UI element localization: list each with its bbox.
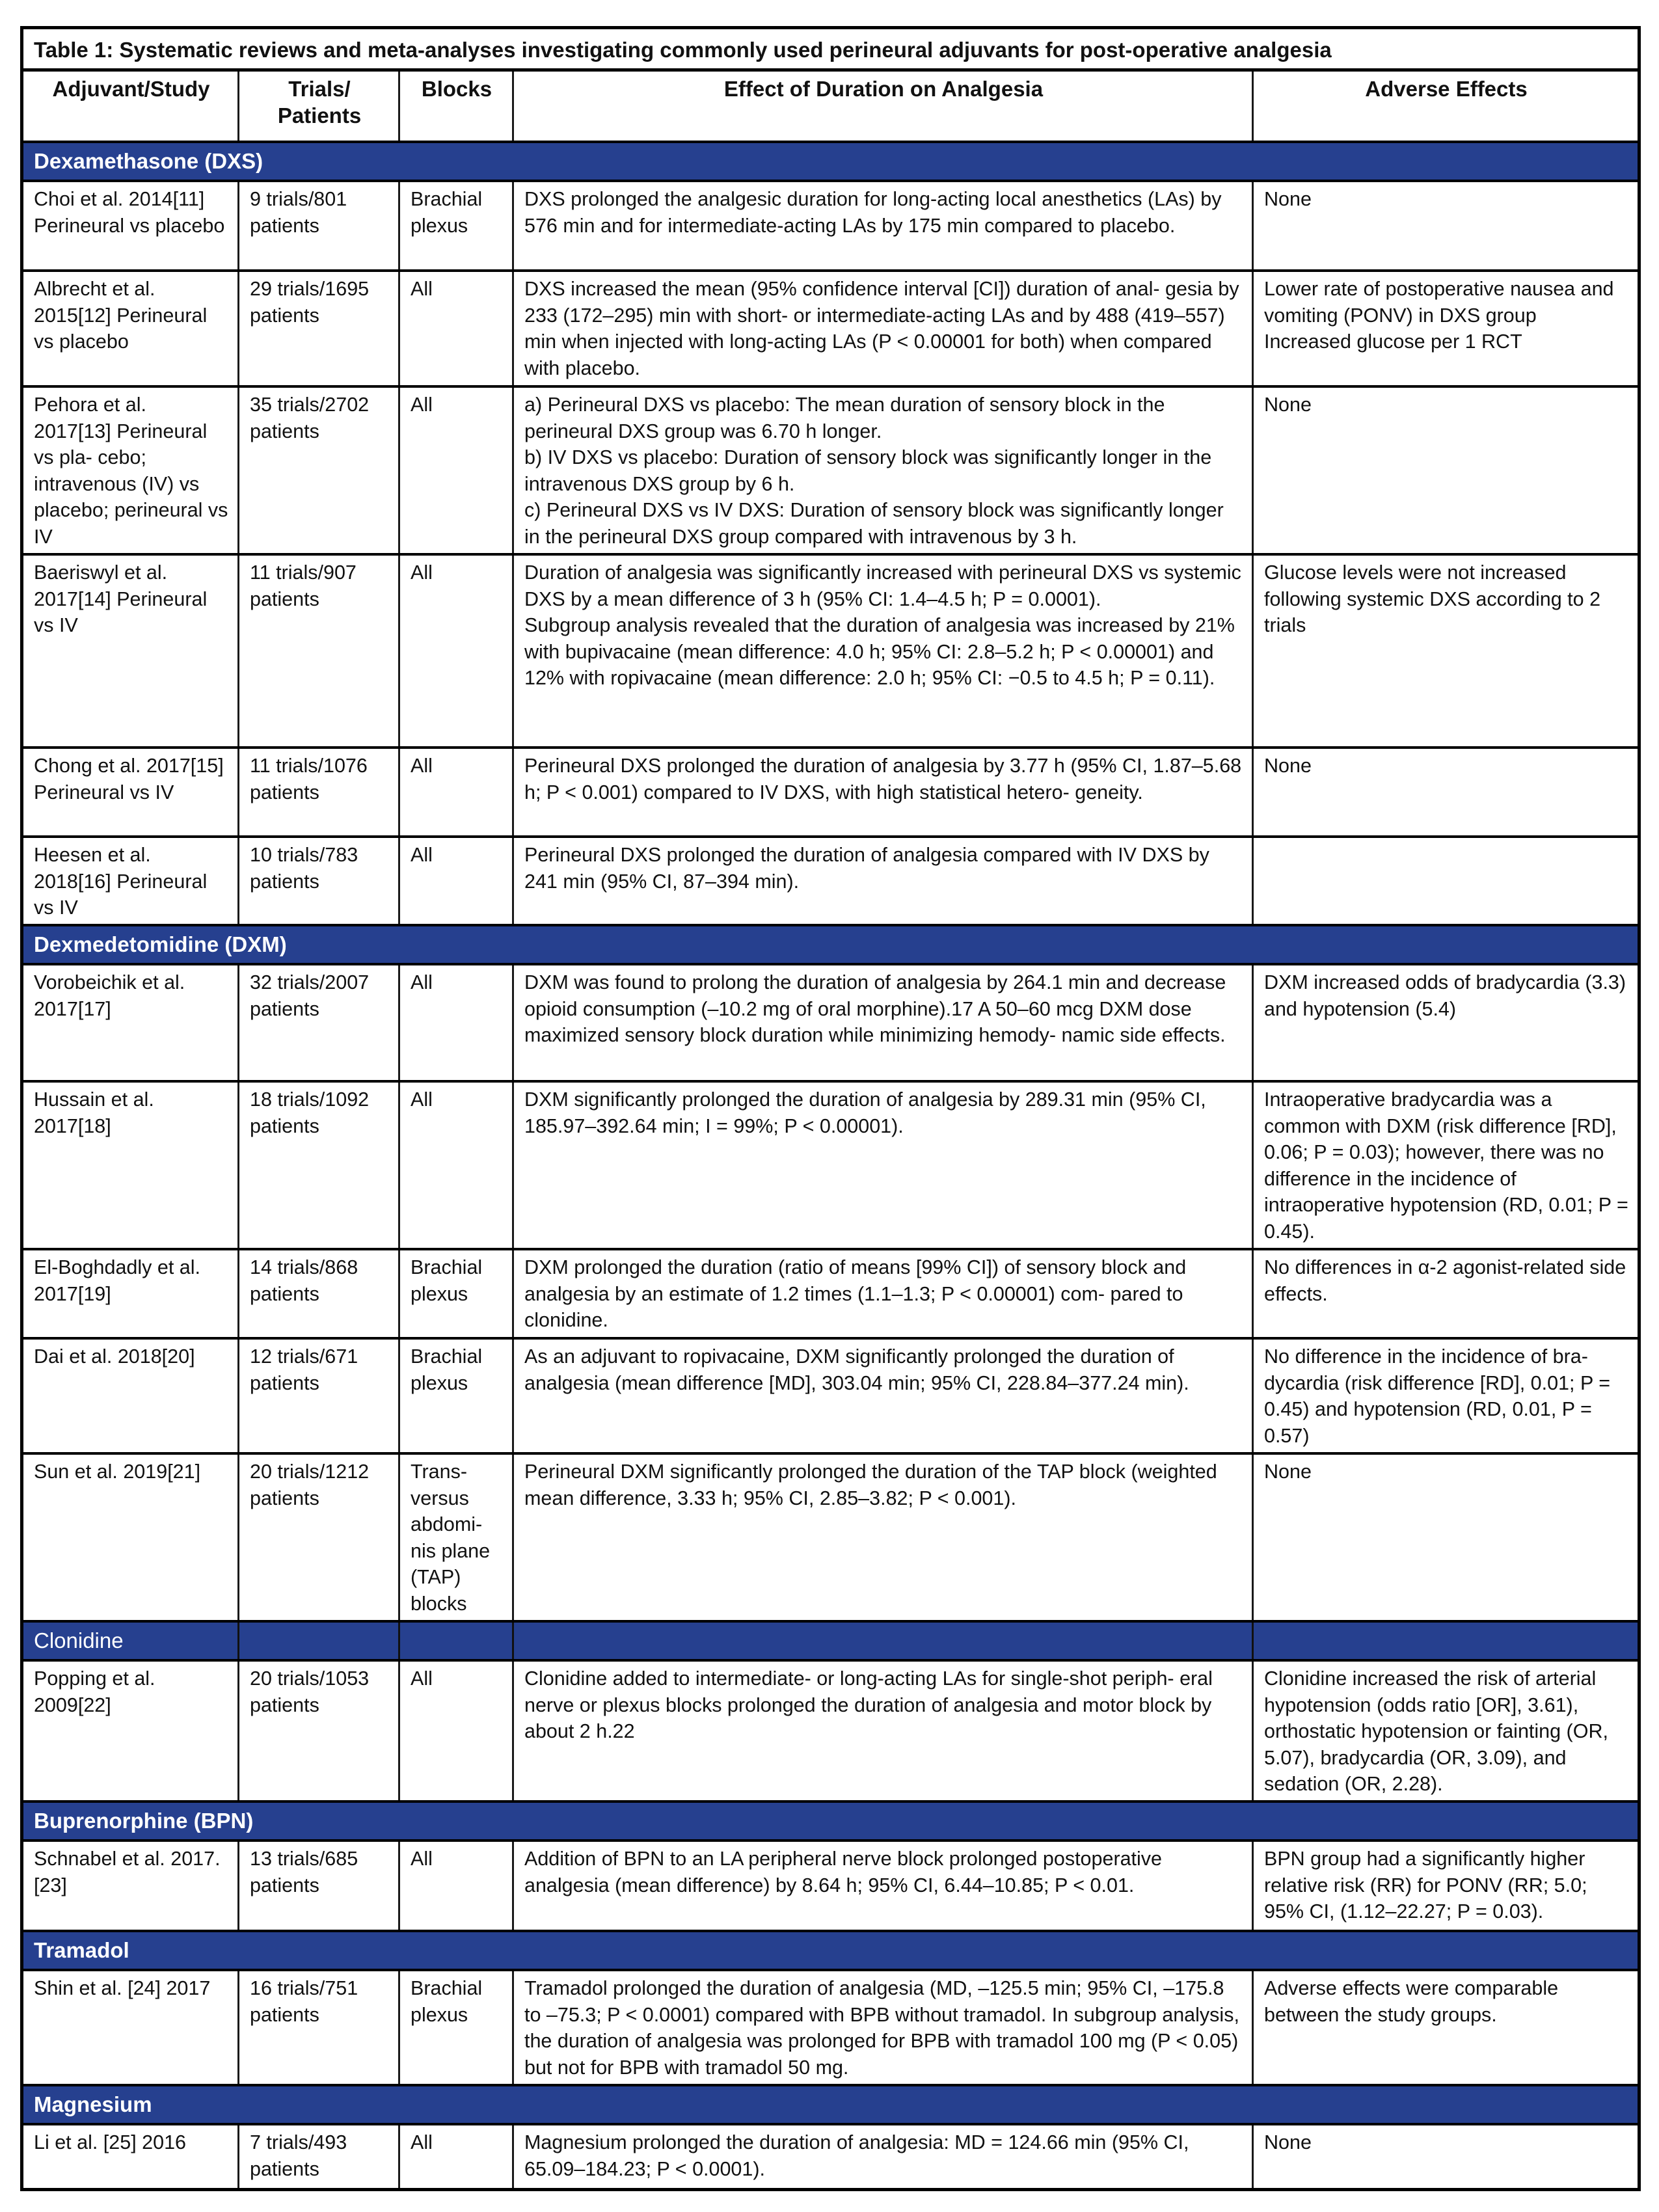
cell-trials-patients: 35 trials/2702 patients xyxy=(239,386,399,554)
table-row xyxy=(22,748,1639,837)
cell-study: Pehora et al. 2017[13] Perineural vs pla- cebo; intravenous (IV) vs placebo; perineural vs IV xyxy=(22,386,239,554)
section-header-row xyxy=(22,2085,1639,2124)
cell-blocks: All xyxy=(399,1841,513,1931)
cell-adverse-effects xyxy=(1253,748,1639,837)
cell-trials-patients: 11 trials/907 patients xyxy=(239,554,399,748)
cell-blocks: All xyxy=(399,2124,513,2190)
cell-adverse-effects xyxy=(1253,181,1639,271)
section-empty-cell xyxy=(399,1621,513,1660)
cell-adverse-effects xyxy=(1253,1660,1639,1801)
cell-blocks: Brachial plexus xyxy=(399,1338,513,1453)
cell-paragraph: None xyxy=(1264,755,1312,777)
table-row xyxy=(22,271,1639,386)
cell-paragraph: Perineural DXS prolonged the duration of analgesia compared with IV DXS by 241 min (95% CI, 87–394 min). xyxy=(524,844,1209,893)
cell-blocks: Trans- versus abdomi- nis plane (TAP) blocks xyxy=(399,1453,513,1621)
cell-study: Vorobeichik et al. 2017[17] xyxy=(22,964,239,1081)
cell-study: Popping et al. 2009[22] xyxy=(22,1660,239,1801)
cell-blocks: Brachial plexus xyxy=(399,1970,513,2085)
cell-effect-duration xyxy=(513,1338,1253,1453)
cell-trials-patients: 13 trials/685 patients xyxy=(239,1841,399,1931)
cell-paragraph: No difference in the incidence of bra- dycardia (risk difference [RD], 0.01; P = 0.45) and hypotension (RD, 0.01, P = 0.57) xyxy=(1264,1345,1611,1447)
cell-paragraph: None xyxy=(1264,394,1312,416)
cell-blocks: All xyxy=(399,748,513,837)
cell-study: Dai et al. 2018[20] xyxy=(22,1338,239,1453)
section-header-row xyxy=(22,1801,1639,1841)
header-adjuvant-study: Adjuvant/Study xyxy=(22,70,239,142)
cell-trials-patients: 12 trials/671 patients xyxy=(239,1338,399,1453)
cell-blocks: All xyxy=(399,271,513,386)
adjuvants-table xyxy=(20,26,1641,2191)
cell-paragraph: Duration of analgesia was significantly increased with perineural DXS vs systemic DXS by a mean difference of 3 h (95% CI: 1.4–4.5 h; P = 0.0001). xyxy=(524,561,1241,610)
cell-effect-duration xyxy=(513,2124,1253,2190)
section-header-row xyxy=(22,1621,1639,1660)
section-title: Dexmedetomidine (DXM) xyxy=(22,925,1639,964)
cell-study: Hussain et al. 2017[18] xyxy=(22,1081,239,1249)
table-row xyxy=(22,964,1639,1081)
table-row xyxy=(22,1841,1639,1931)
cell-paragraph: Tramadol prolonged the duration of analgesia (MD, –125.5 min; 95% CI, –175.8 to –75.3; P < 0.0001) compared with BPB without tramadol. In subgroup analysis, the duration of analgesia was prolonged for BPB with tramadol 100 mg (P < 0.05) but not for BPB with tramadol 50 mg. xyxy=(524,1977,1239,2079)
cell-paragraph: DXS prolonged the analgesic duration for long-acting local anesthetics (LAs) by 576 min and for intermediate-acting LAs by 175 min compared to placebo. xyxy=(524,188,1222,237)
section-header-row xyxy=(22,1931,1639,1970)
table-row xyxy=(22,1249,1639,1338)
cell-paragraph: Increased glucose per 1 RCT xyxy=(1264,330,1522,353)
section-empty-cell xyxy=(239,1621,399,1660)
cell-adverse-effects xyxy=(1253,1453,1639,1621)
cell-adverse-effects xyxy=(1253,837,1639,925)
section-empty-cell xyxy=(513,1621,1253,1660)
cell-trials-patients: 20 trials/1053 patients xyxy=(239,1660,399,1801)
header-effect-duration: Effect of Duration on Analgesia xyxy=(513,70,1253,142)
table-header-row xyxy=(22,70,1639,142)
cell-paragraph: Perineural DXM significantly prolonged the duration of the TAP block (weighted mean difference, 3.33 h; 95% CI, 2.85–3.82; P < 0.001). xyxy=(524,1461,1217,1509)
cell-blocks: Brachial plexus xyxy=(399,1249,513,1338)
section-empty-cell xyxy=(1253,1621,1639,1660)
cell-blocks: All xyxy=(399,1660,513,1801)
cell-effect-duration xyxy=(513,1660,1253,1801)
cell-study: Heesen et al. 2018[16] Perineural vs IV xyxy=(22,837,239,925)
cell-paragraph: Subgroup analysis revealed that the duration of analgesia was increased by 21% with bupivacaine (mean difference: 4.0 h; 95% CI: 2.8–5.2 h; P < 0.00001) and 12% with ropivacaine (mean difference: 2.0 h; 95% CI: −0.5 to 4.5 h; P = 0.11). xyxy=(524,614,1235,689)
cell-blocks: All xyxy=(399,554,513,748)
cell-trials-patients: 10 trials/783 patients xyxy=(239,837,399,925)
table-row xyxy=(22,1970,1639,2085)
cell-effect-duration xyxy=(513,1249,1253,1338)
table-row xyxy=(22,554,1639,748)
cell-effect-duration xyxy=(513,554,1253,748)
cell-paragraph: No differences in α-2 agonist-related side effects. xyxy=(1264,1256,1626,1305)
cell-effect-duration xyxy=(513,1081,1253,1249)
cell-trials-patients: 7 trials/493 patients xyxy=(239,2124,399,2190)
table-title-row xyxy=(22,28,1639,70)
cell-study: Li et al. [25] 2016 xyxy=(22,2124,239,2190)
cell-study: El-Boghdadly et al. 2017[19] xyxy=(22,1249,239,1338)
cell-study: Albrecht et al. 2015[12] Perineural vs placebo xyxy=(22,271,239,386)
cell-paragraph: Addition of BPN to an LA peripheral nerve block prolonged postoperative analgesia (mean difference) by 8.64 h; 95% CI, 6.44–10.85; P < 0.01. xyxy=(524,1848,1163,1896)
cell-paragraph: Adverse effects were comparable between the study groups. xyxy=(1264,1977,1559,2026)
cell-trials-patients: 32 trials/2007 patients xyxy=(239,964,399,1081)
cell-adverse-effects xyxy=(1253,1338,1639,1453)
cell-trials-patients: 16 trials/751 patients xyxy=(239,1970,399,2085)
cell-paragraph: None xyxy=(1264,2131,1312,2153)
cell-adverse-effects xyxy=(1253,1249,1639,1338)
cell-paragraph: DXM increased odds of bradycardia (3.3) and hypotension (5.4) xyxy=(1264,971,1626,1020)
cell-trials-patients: 14 trials/868 patients xyxy=(239,1249,399,1338)
cell-paragraph: c) Perineural DXS vs IV DXS: Duration of sensory block was significantly longer in the perineural DXS group compared with intravenous by 3 h. xyxy=(524,499,1224,548)
cell-effect-duration xyxy=(513,837,1253,925)
cell-paragraph: Glucose levels were not increased following systemic DXS according to 2 trials xyxy=(1264,561,1601,636)
cell-effect-duration xyxy=(513,181,1253,271)
cell-trials-patients: 20 trials/1212 patients xyxy=(239,1453,399,1621)
cell-effect-duration xyxy=(513,1970,1253,2085)
section-header-row xyxy=(22,925,1639,964)
cell-effect-duration xyxy=(513,1841,1253,1931)
cell-paragraph: DXS increased the mean (95% confidence interval [CI]) duration of anal- gesia by 233 (172–295) min with short- or intermediate-acting LAs and by 488 (419–557) min when injected with long-acting LAs (P < 0.00001 for both) when compared with placebo. xyxy=(524,278,1239,379)
cell-paragraph: b) IV DXS vs placebo: Duration of sensory block was significantly longer in the intravenous DXS group by 6 h. xyxy=(524,446,1212,495)
cell-blocks: All xyxy=(399,1081,513,1249)
cell-adverse-effects xyxy=(1253,386,1639,554)
cell-adverse-effects xyxy=(1253,964,1639,1081)
cell-study: Chong et al. 2017[15] Perineural vs IV xyxy=(22,748,239,837)
cell-paragraph: BPN group had a significantly higher relative risk (RR) for PONV (RR; 5.0; 95% CI, (1.12–22.27; P = 0.03). xyxy=(1264,1848,1587,1922)
cell-paragraph: Perineural DXS prolonged the duration of analgesia by 3.77 h (95% CI, 1.87–5.68 h; P < 0.001) compared to IV DXS, with high statistical hetero- geneity. xyxy=(524,755,1242,803)
cell-effect-duration xyxy=(513,964,1253,1081)
cell-adverse-effects xyxy=(1253,1081,1639,1249)
section-title: Dexamethasone (DXS) xyxy=(22,142,1639,181)
cell-adverse-effects xyxy=(1253,1841,1639,1931)
cell-study: Schnabel et al. 2017. [23] xyxy=(22,1841,239,1931)
cell-blocks: Brachial plexus xyxy=(399,181,513,271)
cell-trials-patients: 11 trials/1076 patients xyxy=(239,748,399,837)
cell-paragraph: As an adjuvant to ropivacaine, DXM significantly prolonged the duration of analgesia (mean difference [MD], 303.04 min; 95% CI, 228.84–377.24 min). xyxy=(524,1345,1189,1394)
cell-study: Baeriswyl et al. 2017[14] Perineural vs IV xyxy=(22,554,239,748)
cell-study: Choi et al. 2014[11] Perineural vs placebo xyxy=(22,181,239,271)
cell-blocks: All xyxy=(399,964,513,1081)
table-body xyxy=(22,142,1639,2190)
cell-blocks: All xyxy=(399,837,513,925)
cell-adverse-effects xyxy=(1253,271,1639,386)
section-title: Clonidine xyxy=(22,1621,239,1660)
cell-paragraph: Clonidine added to intermediate- or long-acting LAs for single-shot periph- eral nerve or plexus blocks prolonged the duration of analgesia and motor block by about 2 h.22 xyxy=(524,1667,1213,1742)
cell-study: Shin et al. [24] 2017 xyxy=(22,1970,239,2085)
cell-paragraph: None xyxy=(1264,1461,1312,1483)
section-header-row xyxy=(22,142,1639,181)
header-trials-patients: Trials/ Patients xyxy=(239,70,399,142)
cell-paragraph: Lower rate of postoperative nausea and vomiting (PONV) in DXS group xyxy=(1264,278,1614,327)
cell-paragraph: Magnesium prolonged the duration of analgesia: MD = 124.66 min (95% CI, 65.09–184.23; P < 0.0001). xyxy=(524,2131,1189,2180)
cell-effect-duration xyxy=(513,1453,1253,1621)
cell-trials-patients: 9 trials/801 patients xyxy=(239,181,399,271)
cell-paragraph: None xyxy=(1264,188,1312,210)
table-row xyxy=(22,2124,1639,2190)
cell-paragraph: DXM was found to prolong the duration of analgesia by 264.1 min and decrease opioid consumption (–10.2 mg of oral morphine).17 A 50–60 mcg DXM dose maximized sensory block duration while minimizing hemody- namic side effects. xyxy=(524,971,1226,1046)
cell-adverse-effects xyxy=(1253,1970,1639,2085)
cell-trials-patients: 18 trials/1092 patients xyxy=(239,1081,399,1249)
table-row xyxy=(22,1081,1639,1249)
cell-paragraph: Intraoperative bradycardia was a common with DXM (risk difference [RD], 0.06; P = 0.03); however, there was no difference in the incidence of intraoperative hypotension (RD, 0.01; P = 0.45). xyxy=(1264,1088,1628,1243)
section-title: Buprenorphine (BPN) xyxy=(22,1801,1639,1841)
cell-paragraph: a) Perineural DXS vs placebo: The mean duration of sensory block in the perineural DXS group was 6.70 h longer. xyxy=(524,394,1165,442)
section-title: Magnesium xyxy=(22,2085,1639,2124)
table-row xyxy=(22,181,1639,271)
cell-blocks: All xyxy=(399,386,513,554)
table-row xyxy=(22,1338,1639,1453)
cell-study: Sun et al. 2019[21] xyxy=(22,1453,239,1621)
table-row xyxy=(22,837,1639,925)
table-row xyxy=(22,1453,1639,1621)
table-row xyxy=(22,386,1639,554)
section-title: Tramadol xyxy=(22,1931,1639,1970)
cell-effect-duration xyxy=(513,386,1253,554)
cell-adverse-effects xyxy=(1253,554,1639,748)
cell-trials-patients: 29 trials/1695 patients xyxy=(239,271,399,386)
cell-adverse-effects xyxy=(1253,2124,1639,2190)
table-title: Table 1: Systematic reviews and meta-analyses investigating commonly used perineural adjuvants for post-operative analgesia xyxy=(22,28,1639,70)
header-blocks: Blocks xyxy=(399,70,513,142)
cell-paragraph: DXM prolonged the duration (ratio of means [99% CI]) of sensory block and analgesia by an estimate of 1.2 times (1.1–1.3; P < 0.00001) com- pared to clonidine. xyxy=(524,1256,1187,1331)
cell-paragraph: Clonidine increased the risk of arterial hypotension (odds ratio [OR], 3.61), orthostatic hypotension or fainting (OR, 5.07), bradycardia (OR, 3.09), and sedation (OR, 2.28). xyxy=(1264,1667,1608,1795)
header-adverse-effects: Adverse Effects xyxy=(1253,70,1639,142)
cell-effect-duration xyxy=(513,748,1253,837)
cell-effect-duration xyxy=(513,271,1253,386)
cell-paragraph: DXM significantly prolonged the duration of analgesia by 289.31 min (95% CI, 185.97–392.64 min; I = 99%; P < 0.00001). xyxy=(524,1088,1206,1137)
table-row xyxy=(22,1660,1639,1801)
